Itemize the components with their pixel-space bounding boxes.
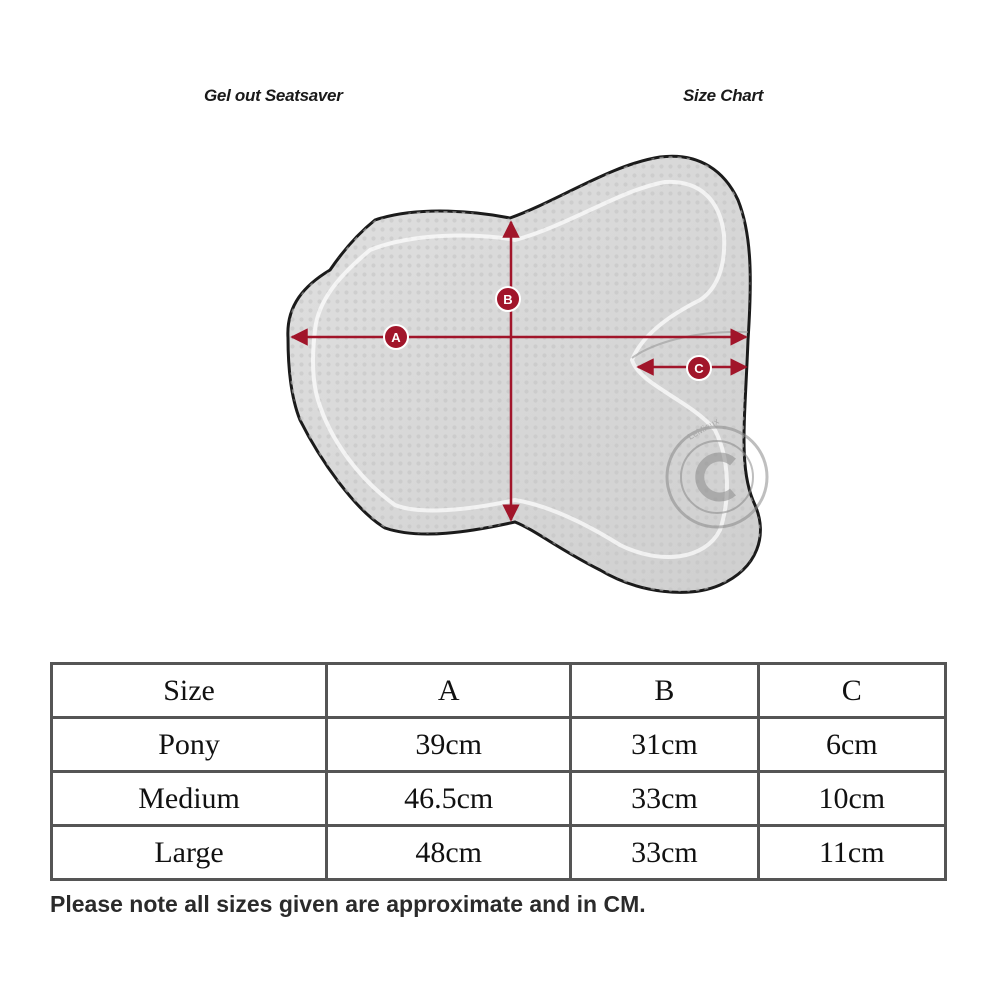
size-table: [50, 662, 947, 881]
marker-c: [687, 356, 711, 380]
column-header-a: A: [327, 664, 571, 718]
marker-b: [496, 287, 520, 311]
table-cell: Large: [52, 826, 327, 880]
watermark-text: LeMieux: [686, 416, 721, 442]
table-header-row: [52, 664, 946, 718]
column-header-size: Size: [52, 664, 327, 718]
table-cell: Pony: [52, 718, 327, 772]
table-cell: 33cm: [571, 772, 758, 826]
table-cell: Medium: [52, 772, 327, 826]
table-cell: 48cm: [327, 826, 571, 880]
marker-a: [384, 325, 408, 349]
table-cell: 6cm: [758, 718, 945, 772]
table-cell: 46.5cm: [327, 772, 571, 826]
column-header-c: C: [758, 664, 945, 718]
product-title: Gel out Seatsaver: [204, 86, 343, 105]
marker-b-label: B: [503, 292, 513, 307]
table-cell: 10cm: [758, 772, 945, 826]
marker-a-label: A: [391, 330, 401, 345]
table-row: [52, 826, 946, 880]
table-row: [52, 772, 946, 826]
size-chart-title: Size Chart: [683, 86, 764, 105]
table-cell: 31cm: [571, 718, 758, 772]
table-cell: 39cm: [327, 718, 571, 772]
marker-c-label: C: [694, 361, 704, 376]
table-cell: 33cm: [571, 826, 758, 880]
column-header-b: B: [571, 664, 758, 718]
table-row: [52, 718, 946, 772]
table-cell: 11cm: [758, 826, 945, 880]
sizing-note: Please note all sizes given are approximate and in CM.: [50, 891, 646, 917]
